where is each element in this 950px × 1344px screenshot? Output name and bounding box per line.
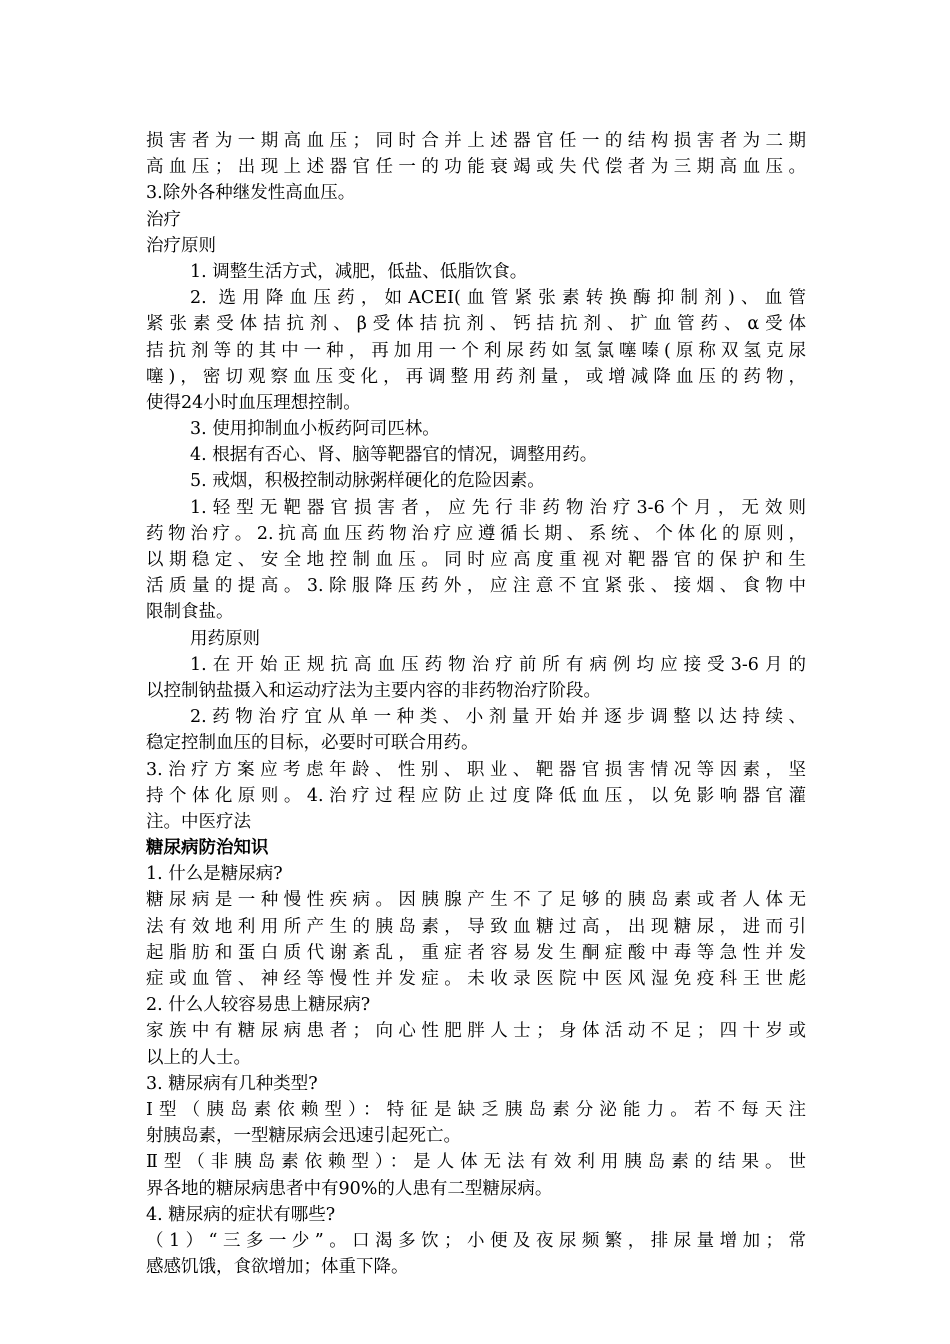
text-line: （1）“三多一少”。口渴多饮；小便及夜尿频繁，排尿量增加；常 bbox=[146, 1230, 806, 1251]
list-item: 1. 调整生活方式，减肥，低盐、低脂饮食。 bbox=[190, 261, 528, 282]
text-line: 射胰岛素，一型糖尿病会迅速引起死亡。 bbox=[146, 1126, 461, 1147]
text-line: 症或血管、神经等慢性并发症。未收录医院中医风湿免疫科王世彪 bbox=[146, 969, 806, 989]
question-heading: 2. 什么人较容易患上糖尿病? bbox=[146, 995, 371, 1016]
list-item: 2.药物治疗宜从单一种类、小剂量开始并逐步调整以达持续、 bbox=[190, 707, 806, 728]
text-line: 界各地的糖尿病患者中有90%的人患有二型糖尿病。 bbox=[146, 1178, 553, 1199]
text-line: 持个体化原则。4.治疗过程应防止过度降低血压，以免影响器官灌 bbox=[146, 785, 806, 806]
section-heading-treatment: 治疗 bbox=[146, 209, 181, 230]
text-line: 感感饥饿，食欲增加；体重下降。 bbox=[146, 1257, 409, 1278]
text-line: 起脂肪和蛋白质代谢紊乱，重症者容易发生酮症酸中毒等急性并发 bbox=[146, 942, 806, 963]
text-line: 拮抗剂等的其中一种，再加用一个利尿药如氢氯噻嗪(原称双氢克尿 bbox=[146, 340, 806, 361]
text-line: Ⅰ型（胰岛素依赖型）：特征是缺乏胰岛素分泌能力。若不每天注 bbox=[146, 1099, 806, 1120]
list-item: 4. 根据有否心、肾、脑等靶器官的情况，调整用药。 bbox=[190, 445, 598, 466]
subheading-medication-principles: 用药原则 bbox=[190, 628, 260, 649]
text-line: 注。中医疗法 bbox=[146, 811, 251, 832]
list-item: 2. 选用降血压药，如ACEI(血管紧张素转换酶抑制剂)、血管 bbox=[190, 288, 806, 309]
text-line: 限制食盐。 bbox=[146, 602, 234, 623]
text-line: 使得24小时血压理想控制。 bbox=[146, 392, 361, 413]
text-line: 高血压；出现上述器官任一的功能衰竭或失代偿者为三期高血压。 bbox=[146, 157, 806, 178]
text-line: 紧张素受体拮抗剂、β受体拮抗剂、钙拮抗剂、扩血管药、α受体 bbox=[146, 314, 806, 335]
text-line: 3.除外各种继发性高血压。 bbox=[146, 183, 356, 204]
text-line: Ⅱ型（非胰岛素依赖型）：是人体无法有效利用胰岛素的结果。世 bbox=[146, 1152, 806, 1173]
question-heading: 4. 糖尿病的症状有哪些? bbox=[146, 1204, 336, 1225]
text-line: 损害者为一期高血压；同时合并上述器官任一的结构损害者为二期 bbox=[146, 131, 806, 151]
list-item: 3. 使用抑制血小板药阿司匹林。 bbox=[190, 419, 440, 440]
list-item: 3.治疗方案应考虑年龄、性别、职业、靶器官损害情况等因素，坚 bbox=[146, 759, 806, 780]
text-line: 糖尿病是一种慢性疾病。因胰腺产生不了足够的胰岛素或者人体无 bbox=[146, 890, 806, 911]
text-line: 以上的人士。 bbox=[146, 1047, 251, 1068]
question-heading: 3. 糖尿病有几种类型? bbox=[146, 1073, 318, 1094]
list-item: 1.在开始正规抗高血压药物治疗前所有病例均应接受3-6月的 bbox=[190, 654, 806, 675]
text-line: 以控制钠盐摄入和运动疗法为主要内容的非药物治疗阶段。 bbox=[146, 680, 601, 701]
text-line: 稳定控制血压的目标，必要时可联合用药。 bbox=[146, 733, 479, 754]
list-item: 5. 戒烟，积极控制动脉粥样硬化的危险因素。 bbox=[190, 471, 545, 492]
text-line: 药物治疗。2.抗高血压药物治疗应遵循长期、系统、个体化的原则， bbox=[146, 523, 806, 544]
subheading-treatment-principles: 治疗原则 bbox=[146, 235, 216, 256]
text-line: 噻)，密切观察血压变化，再调整用药剂量，或增减降血压的药物， bbox=[146, 366, 806, 387]
list-item: 1.轻型无靶器官损害者，应先行非药物治疗3-6个月，无效则 bbox=[190, 497, 806, 518]
text-line: 活质量的提高。3.除服降压药外，应注意不宜紧张、接烟、食物中 bbox=[146, 576, 806, 597]
text-line: 法有效地利用所产生的胰岛素，导致血糖过高，出现糖尿，进而引 bbox=[146, 916, 806, 937]
text-line: 以期稳定、安全地控制血压。同时应高度重视对靶器官的保护和生 bbox=[146, 550, 806, 570]
text-line: 家族中有糖尿病患者；向心性肥胖人士；身体活动不足；四十岁或 bbox=[146, 1021, 806, 1042]
section-heading-diabetes: 糖尿病防治知识 bbox=[146, 838, 269, 859]
question-heading: 1. 什么是糖尿病? bbox=[146, 864, 283, 885]
document-page bbox=[146, 128, 806, 1280]
